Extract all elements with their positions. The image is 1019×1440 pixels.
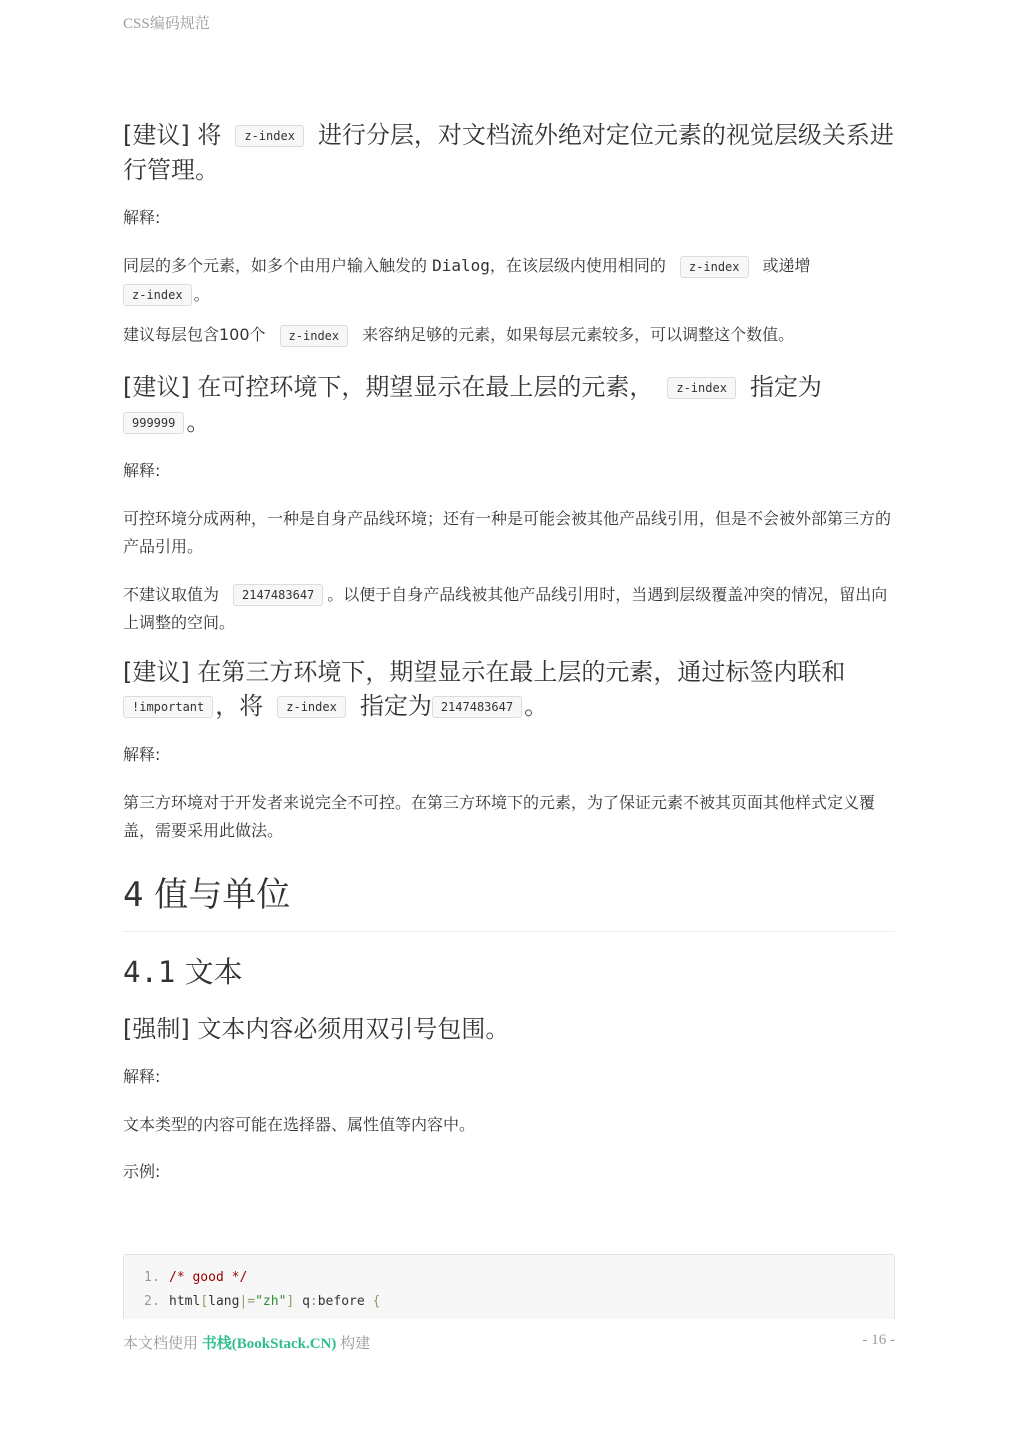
- code-attr: lang: [208, 1294, 240, 1309]
- code-string: "zh": [255, 1294, 287, 1309]
- code-pseudo: before: [317, 1294, 365, 1309]
- code-punct: |=: [239, 1294, 256, 1309]
- rule-heading-z-index-layering: [123, 118, 895, 187]
- inline-code: z-index: [277, 696, 346, 718]
- paragraph-third-party-reason: 第三方环境对于开发者来说完全不可控。在第三方环境下的元素，为了保证元素不被其页面其他样式定义覆盖，需要采用此做法。: [123, 793, 876, 840]
- main-content: [123, 118, 895, 1206]
- code-line: [144, 1266, 894, 1290]
- paragraph-controlled-env-types: 可控环境分成两种，一种是自身产品线环境；还有一种是可能会被其他产品线引用，但是不会被外部第三方的产品引用。: [123, 508, 892, 556]
- line-number: 2.: [144, 1294, 160, 1309]
- line-number: 1.: [144, 1270, 160, 1285]
- code-selector: html: [169, 1294, 201, 1309]
- paragraph-same-layer: [123, 252, 895, 309]
- inline-code: z-index: [667, 377, 736, 399]
- inline-code: z-index: [680, 256, 749, 278]
- rule-text: 。: [524, 692, 549, 720]
- footer-prefix: 本文档使用: [123, 1336, 199, 1352]
- explain-label: 解释:: [123, 460, 161, 480]
- code-punct: ]: [286, 1294, 295, 1309]
- section-number: 4: [123, 875, 144, 915]
- text: 。以便于自身产品线被其他产品线引用时，当遇到层级覆盖冲突的情况，留出向上调整的空间。: [123, 584, 888, 632]
- rule-text: 指定为: [359, 692, 432, 720]
- bookstack-link[interactable]: 书栈(BookStack.CN): [201, 1336, 337, 1352]
- rule-prefix: [建议] 在可控环境下，期望显示在最上层的元素，: [123, 372, 654, 401]
- code-example-block: [123, 1254, 895, 1319]
- code-punct: [: [200, 1294, 209, 1309]
- rule-text: 进行分层，对文档流外绝对定位元素的视觉层级关系进行管理。: [123, 121, 894, 184]
- inline-code: 2147483647: [432, 696, 522, 718]
- rule-text: 指定为: [749, 372, 822, 401]
- text: 。: [193, 284, 210, 304]
- footer-suffix: 构建: [340, 1336, 371, 1352]
- explain-label: 解释:: [123, 1067, 161, 1086]
- subsection-number: 4.1: [123, 955, 176, 989]
- rule-text: ，将: [215, 692, 264, 720]
- inline-code: z-index: [123, 284, 192, 306]
- code-punct: :: [309, 1294, 318, 1309]
- example-label: 示例:: [123, 1162, 161, 1181]
- rule-heading-controlled-env: [123, 370, 895, 440]
- explain-label: 解释:: [123, 745, 161, 764]
- code-line: [144, 1290, 894, 1314]
- inline-code: z-index: [235, 125, 304, 147]
- explain-label: 解释:: [123, 208, 161, 227]
- dialog-word: Dialog: [432, 256, 490, 275]
- text: 建议每层包含100个: [123, 325, 266, 344]
- text: 或递增: [762, 256, 811, 275]
- text: 来容纳足够的元素，如果每层元素较多，可以调整这个数值。: [362, 325, 795, 344]
- text: 不建议取值为: [123, 584, 220, 604]
- inline-code: z-index: [280, 325, 349, 347]
- rule-heading-double-quotes: [强制] 文本内容必须用双引号包围。: [123, 1015, 510, 1043]
- subsection-title: 文本: [184, 955, 243, 989]
- inline-code: 999999: [123, 412, 184, 434]
- paragraph-per-layer-count: [123, 321, 895, 350]
- code-brace: {: [364, 1294, 381, 1309]
- paragraph-text-content: 文本类型的内容可能在选择器、属性值等内容中。: [123, 1115, 476, 1134]
- rule-heading-third-party-env: [123, 655, 895, 724]
- paragraph-max-value-advice: [123, 581, 895, 638]
- code-comment: /* good */: [169, 1270, 248, 1285]
- text: 同层的多个元素，如多个由用户输入触发的: [123, 256, 428, 275]
- code-element: q: [294, 1294, 310, 1309]
- document-footer: [123, 1332, 370, 1353]
- inline-code: !important: [123, 696, 213, 718]
- document-header: CSS编码规范: [123, 16, 210, 32]
- rule-prefix: [建议] 将: [123, 121, 222, 149]
- section-heading-values-units: [123, 873, 895, 932]
- page-number: - 16 -: [862, 1332, 895, 1348]
- inline-code: 2147483647: [233, 584, 323, 606]
- subsection-heading-text: [123, 952, 895, 992]
- rule-text: 。: [186, 407, 211, 436]
- section-title: 值与单位: [154, 875, 291, 915]
- rule-prefix: [建议] 在第三方环境下，期望显示在最上层的元素，通过标签内联和: [123, 658, 846, 686]
- text: ，在该层级内使用相同的: [489, 256, 666, 275]
